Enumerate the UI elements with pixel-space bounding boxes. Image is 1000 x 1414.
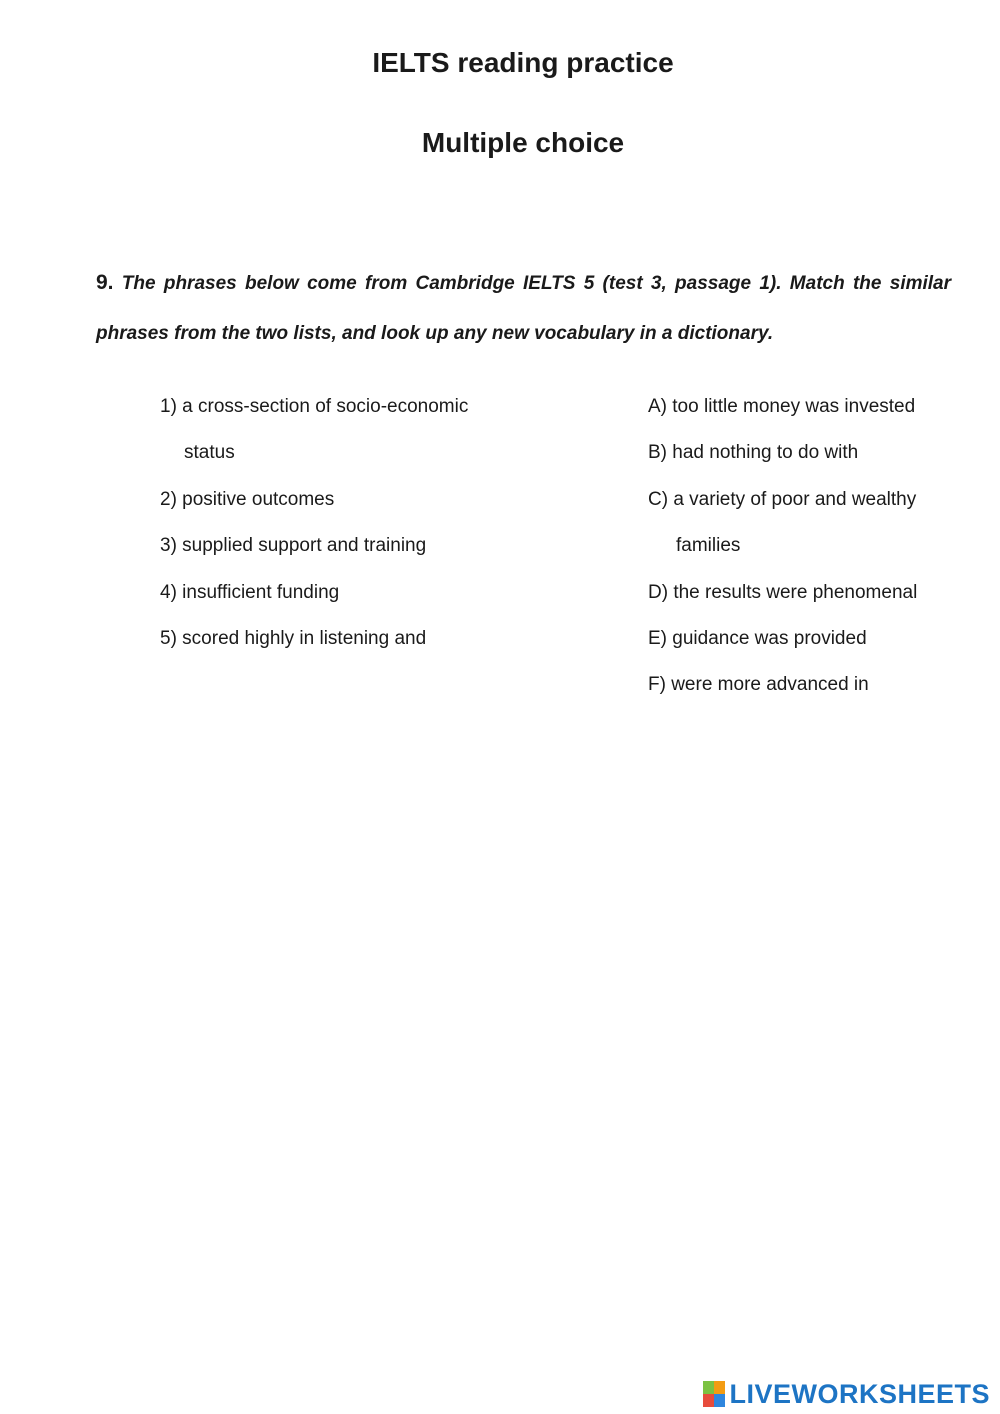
logo-mark-blue [714,1394,725,1407]
right-item-c-continued: families [676,535,741,557]
logo-mark-icon [703,1381,725,1407]
right-item-f: F) were more advanced in [648,674,869,696]
right-item-d: D) the results were phenomenal [648,581,918,603]
left-item-5: 5) scored highly in listening and [160,628,427,650]
right-item-c: C) a variety of poor and wealthy [648,488,917,510]
exercise-instructions [96,258,951,359]
logo-mark-orange [714,1381,725,1394]
left-item-4: 4) insufficient funding [160,581,340,603]
phrase-list-left [160,384,560,662]
logo-mark-red [703,1394,714,1407]
page-title: IELTS reading practice [372,47,674,78]
right-item-b: B) had nothing to do with [648,442,859,464]
right-item-e: E) guidance was provided [648,628,867,650]
instructions-text: The phrases below come from Cambridge IELTS 5 (test 3, passage 1). Match the similar phrases from the two lists, and look up any new vocabulary in a dictionary. [96,273,952,344]
logo-text: LIVEWORKSHEETS [729,1378,990,1409]
page-subtitle: Multiple choice [421,127,625,158]
exercise-number: 9. [96,271,114,294]
liveworksheets-logo [703,1374,990,1414]
left-item-2: 2) positive outcomes [160,488,335,510]
right-item-a: A) too little money was invested [648,396,916,417]
phrase-list-right [648,384,988,709]
left-item-1: 1) a cross-section of socio-economic [160,396,469,417]
left-item-3: 3) supplied support and training [160,535,427,557]
logo-mark-green [703,1381,714,1394]
left-item-1-continued: status [184,442,235,464]
